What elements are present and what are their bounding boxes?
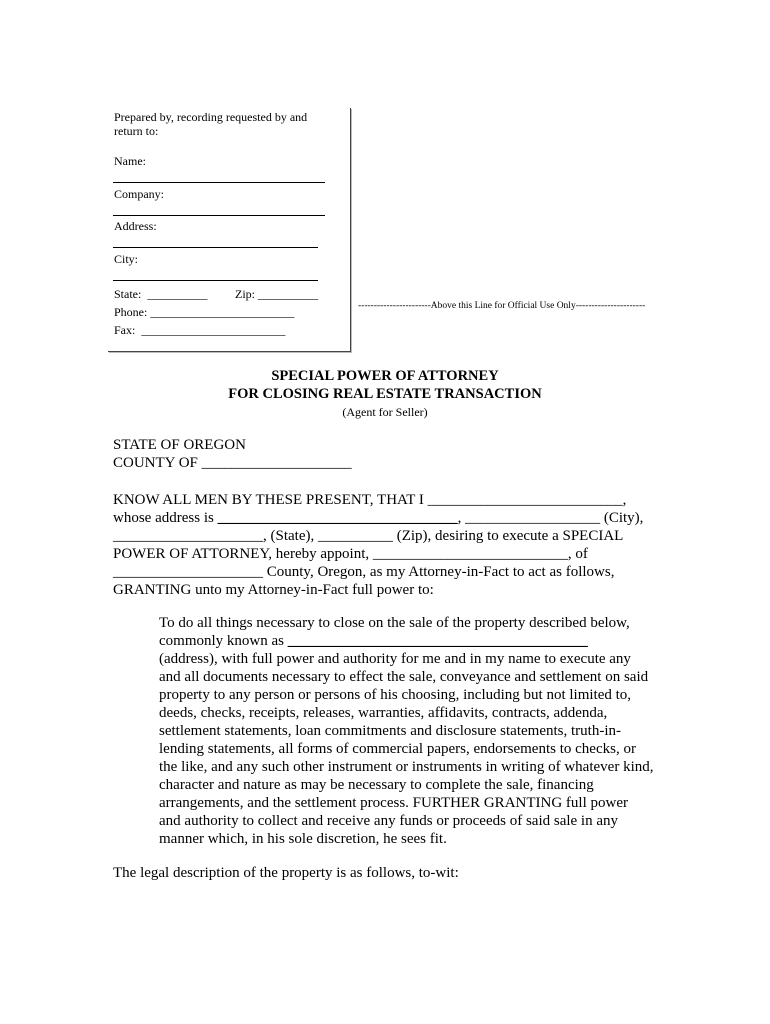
return-to-label: return to: <box>114 124 159 138</box>
address-prefix: whose address is <box>113 510 218 526</box>
para1-line-4: POWER OF ATTORNEY, hereby appoint, __________________________, of <box>113 546 588 562</box>
phone-field[interactable]: Phone: ________________________ <box>114 305 295 319</box>
para1-line-5: ____________________ County, Oregon, as my Attorney-in-Fact to act as follows, <box>113 564 615 580</box>
document-title: SPECIAL POWER OF ATTORNEY <box>271 368 499 384</box>
official-use-line: -----------------------Above this Line for Official Use Only---------------------- <box>358 301 646 311</box>
fax-field[interactable]: Fax: ________________________ <box>114 323 286 337</box>
city-field-line[interactable] <box>113 280 318 281</box>
state-heading: STATE OF OREGON <box>113 437 246 453</box>
agent-note: (Agent for Seller) <box>342 405 428 419</box>
para2-line-8: lending statements, all forms of commercial papers, endorsements to checks, or <box>159 741 636 757</box>
address-blank[interactable]: ________________________________ <box>217 510 458 526</box>
zip-field[interactable]: Zip: __________ <box>235 287 318 301</box>
para2-line-1: To do all things necessary to close on the sale of the property described below, <box>159 615 630 631</box>
para2-line-9: the like, and any such other instrument or instruments in writing of whatever kind, <box>159 759 654 775</box>
county-heading: COUNTY OF ____________________ <box>113 455 352 471</box>
para2-line-3: (address), with full power and authority for me and in my name to execute any <box>159 651 631 667</box>
para1-line-6: GRANTING unto my Attorney-in-Fact full power to: <box>113 582 434 598</box>
address-field-line[interactable] <box>113 247 318 248</box>
para1-line-3: ____________________, (State), __________ (Zip), desiring to execute a SPECIAL <box>113 528 624 544</box>
name-label: Name: <box>114 154 146 168</box>
prepared-by-label: Prepared by, recording requested by and <box>114 110 308 124</box>
known-as-blank[interactable]: ________________________________________ <box>287 633 588 649</box>
para2-line-12: and authority to collect and receive any funds or proceeds of said sale in any <box>159 813 619 829</box>
legal-description-heading: The legal description of the property is as follows, to-wit: <box>113 865 459 881</box>
para2-line-13: manner which, in his sole discretion, he sees fit. <box>159 831 447 847</box>
para2-line-5: property to any person or persons of his choosing, including but not limited to, <box>159 687 632 703</box>
para2-line-10: character and nature as may be necessary to complete the sale, financing <box>159 777 594 793</box>
para2-known-as-line <box>159 632 588 650</box>
address-suffix: , __________________ (City), <box>457 510 644 526</box>
para2-line-7: settlement statements, loan commitments and disclosure statements, truth-in- <box>159 723 621 739</box>
para2-line-11: arrangements, and the settlement process. FURTHER GRANTING full power <box>159 795 628 811</box>
para2-line-6: deeds, checks, receipts, releases, warranties, affidavits, contracts, addenda, <box>159 705 608 721</box>
document-subtitle: FOR CLOSING REAL ESTATE TRANSACTION <box>228 386 542 402</box>
company-field-line[interactable] <box>113 215 325 216</box>
para2-line-4: and all documents necessary to effect the sale, conveyance and settlement on said <box>159 669 649 685</box>
address-label: Address: <box>114 219 157 233</box>
name-field-line[interactable] <box>113 182 325 183</box>
known-as-prefix: commonly known as <box>159 633 288 649</box>
state-field[interactable]: State: __________ <box>114 287 208 301</box>
para1-address-line <box>113 509 643 527</box>
para1-line-1: KNOW ALL MEN BY THESE PRESENT, THAT I __________________________, <box>113 492 627 508</box>
company-label: Company: <box>114 187 164 201</box>
city-label: City: <box>114 252 139 266</box>
